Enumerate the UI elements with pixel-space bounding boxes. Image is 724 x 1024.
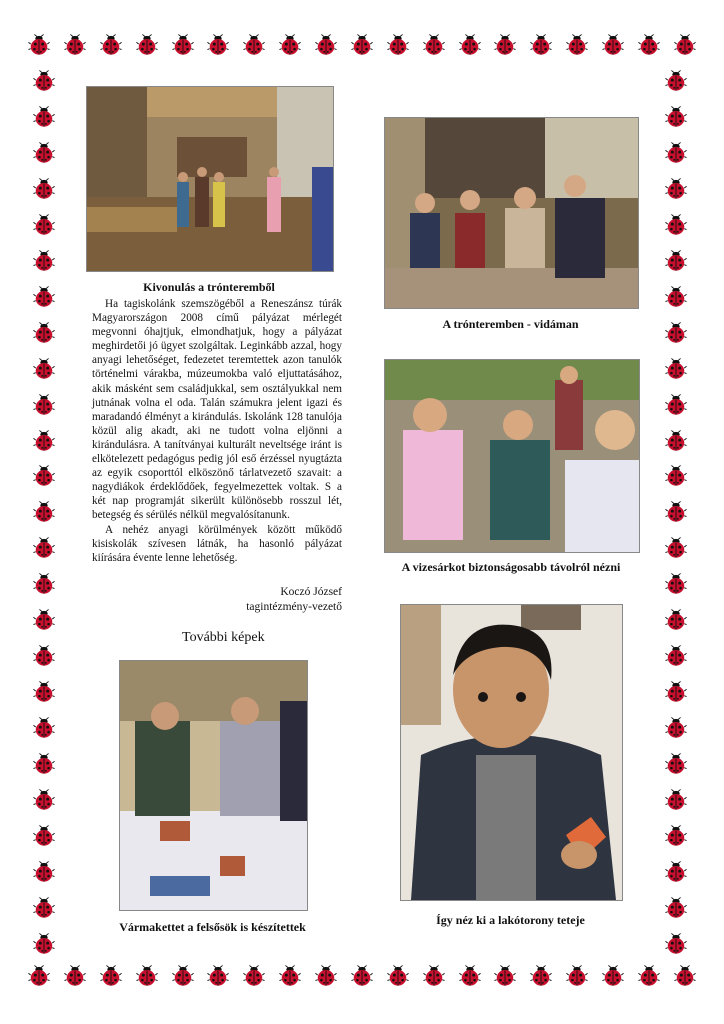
ladybug-icon <box>28 34 50 56</box>
ladybug-icon <box>315 965 337 987</box>
ladybug-icon <box>33 178 55 200</box>
ladybug-icon <box>33 70 55 92</box>
ladybug-icon <box>33 681 55 703</box>
ladybug-border-bottom <box>28 965 696 993</box>
ladybug-icon <box>64 965 86 987</box>
ladybug-icon <box>494 965 516 987</box>
ladybug-icon <box>33 465 55 487</box>
ladybug-icon <box>665 645 687 667</box>
ladybug-icon <box>665 70 687 92</box>
ladybug-icon <box>100 34 122 56</box>
ladybug-icon <box>566 34 588 56</box>
caption-photo2: A trónteremben - vidáman <box>442 317 579 331</box>
photo-tower-roof <box>400 604 623 901</box>
ladybug-icon <box>33 573 55 595</box>
ladybug-icon <box>33 933 55 955</box>
ladybug-icon <box>33 430 55 452</box>
ladybug-icon <box>665 717 687 739</box>
ladybug-icon <box>33 717 55 739</box>
ladybug-icon <box>279 34 301 56</box>
ladybug-icon <box>665 322 687 344</box>
ladybug-icon <box>665 573 687 595</box>
ladybug-icon <box>33 789 55 811</box>
ladybug-icon <box>33 106 55 128</box>
ladybug-icon <box>665 933 687 955</box>
signature-title: tagintézmény-vezető <box>246 601 342 613</box>
ladybug-icon <box>207 965 229 987</box>
ladybug-icon <box>665 753 687 775</box>
ladybug-icon <box>665 789 687 811</box>
ladybug-icon <box>351 965 373 987</box>
ladybug-icon <box>33 897 55 919</box>
article-paragraph-2: A nehéz anyagi körülmények között működő kisiskolák szívesen látnák, ha hasonló pályázat kiírására évente lenne lehetőség. <box>92 523 342 564</box>
ladybug-icon <box>33 286 55 308</box>
caption-photo1: Kivonulás a trónteremből <box>143 280 275 294</box>
ladybug-icon <box>351 34 373 56</box>
ladybug-icon <box>172 34 194 56</box>
ladybug-icon <box>279 965 301 987</box>
caption-photo4: Vármakettet a felsősök is készítettek <box>119 920 306 934</box>
ladybug-icon <box>665 358 687 380</box>
ladybug-icon <box>387 34 409 56</box>
ladybug-icon <box>33 753 55 775</box>
ladybug-icon <box>423 965 445 987</box>
ladybug-icon <box>459 34 481 56</box>
ladybug-icon <box>28 965 50 987</box>
ladybug-icon <box>136 34 158 56</box>
ladybug-icon <box>100 965 122 987</box>
ladybug-icon <box>530 965 552 987</box>
photo-throne-room-cheerful <box>384 117 639 309</box>
ladybug-icon <box>494 34 516 56</box>
ladybug-border-top <box>28 34 696 62</box>
ladybug-icon <box>602 965 624 987</box>
signature-name: Koczó József <box>280 586 342 598</box>
ladybug-icon <box>33 250 55 272</box>
ladybug-icon <box>33 825 55 847</box>
ladybug-icon <box>33 537 55 559</box>
ladybug-icon <box>33 861 55 883</box>
ladybug-icon <box>674 965 696 987</box>
ladybug-border-left <box>33 70 61 955</box>
ladybug-border-right <box>665 70 693 955</box>
ladybug-icon <box>207 34 229 56</box>
ladybug-icon <box>566 965 588 987</box>
ladybug-icon <box>33 322 55 344</box>
photo-castle-model <box>119 660 308 911</box>
ladybug-icon <box>33 358 55 380</box>
ladybug-icon <box>665 897 687 919</box>
ladybug-icon <box>602 34 624 56</box>
ladybug-icon <box>172 965 194 987</box>
caption-photo3: A vizesárkot biztonságosabb távolról nézni <box>401 560 621 574</box>
ladybug-icon <box>665 142 687 164</box>
more-photos-heading: További képek <box>182 630 265 645</box>
ladybug-icon <box>33 214 55 236</box>
ladybug-icon <box>665 214 687 236</box>
ladybug-icon <box>33 501 55 523</box>
ladybug-icon <box>33 394 55 416</box>
ladybug-icon <box>665 861 687 883</box>
ladybug-icon <box>387 965 409 987</box>
ladybug-icon <box>64 34 86 56</box>
ladybug-icon <box>665 681 687 703</box>
ladybug-icon <box>530 34 552 56</box>
ladybug-icon <box>665 465 687 487</box>
photo-throne-room-exit <box>86 86 334 272</box>
ladybug-icon <box>665 178 687 200</box>
ladybug-icon <box>243 965 265 987</box>
ladybug-icon <box>459 965 481 987</box>
ladybug-icon <box>665 825 687 847</box>
ladybug-icon <box>665 394 687 416</box>
caption-photo5: Így néz ki a lakótorony teteje <box>436 913 585 927</box>
ladybug-icon <box>315 34 337 56</box>
ladybug-icon <box>136 965 158 987</box>
ladybug-icon <box>665 537 687 559</box>
ladybug-icon <box>665 501 687 523</box>
ladybug-icon <box>665 106 687 128</box>
ladybug-icon <box>638 965 660 987</box>
ladybug-icon <box>665 286 687 308</box>
ladybug-icon <box>665 430 687 452</box>
article-paragraph-1: Ha tagiskolánk szemszögéből a Reneszánsz túrák Magyarországon 2008 című pályázat mérlegét megvonni óhajtjuk, elmondhatjuk, hogy a pályázat meghirdetői jó ügyet szolgáltak. Leginkább azzal, hogy anyagi lehetőséget, fedezetet teremtettek azon tanulók történelmi várakba, múzeumokba való eljuttatásához, akik másként sem családjukkal, sem osztályukkal nem jutnának volna el oda. Talán számukra jelent igazi és maradandó élményt a kirándulás. Iskolánk 128 tanulója közül alig akadt, aki ne tudott volna eljönni a kirándulásra. A tanítványai kulturált neveltsége iránt is elkötelezett pedagógus pedig jól eső érzéssel nyugtázta az egyik csoporttól elköszönő tárlatvezető szavait: a nagydiákok érdeklődőek, fegyelmezettek voltak. S a két nap programját sikerült különösebb rosszul lét, betegség és sérülés nélkül megvalósítanunk. <box>92 298 342 522</box>
photo-moat-distance <box>384 359 640 553</box>
ladybug-icon <box>665 609 687 631</box>
ladybug-icon <box>33 645 55 667</box>
ladybug-icon <box>33 142 55 164</box>
ladybug-icon <box>638 34 660 56</box>
article-text <box>92 297 342 565</box>
ladybug-icon <box>243 34 265 56</box>
ladybug-icon <box>674 34 696 56</box>
ladybug-icon <box>33 609 55 631</box>
ladybug-icon <box>665 250 687 272</box>
ladybug-icon <box>423 34 445 56</box>
